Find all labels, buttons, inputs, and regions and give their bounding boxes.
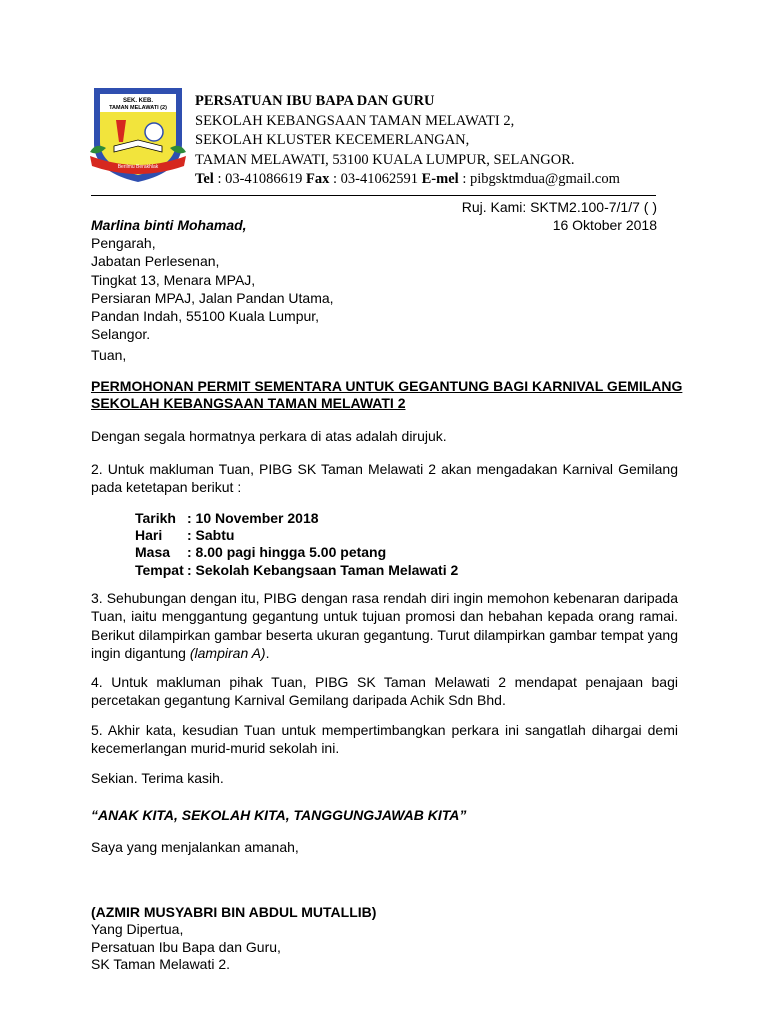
- paragraph-3-end: .: [265, 645, 270, 662]
- reference-number: Ruj. Kami: SKTM2.100-7/1/7 ( ): [461, 199, 657, 215]
- detail-label: Tarikh: [135, 510, 176, 526]
- detail-row-date: [135, 510, 458, 527]
- signature-block: [91, 904, 376, 974]
- signer-name: (AZMIR MUSYABRI BIN ABDUL MUTALLIB): [91, 904, 377, 920]
- detail-value: : Sabtu: [187, 527, 235, 544]
- crest-top-text: SEK. KEB.: [122, 98, 154, 104]
- letter-subject: [91, 378, 681, 412]
- tel-number: : 03-41086619: [213, 171, 307, 188]
- recipient-name: Marlina binti Mohamad,: [91, 217, 247, 233]
- school-crest-logo: [86, 82, 190, 186]
- detail-label: Masa: [135, 544, 171, 561]
- event-details: [135, 510, 458, 579]
- detail-value: : 10 November 2018: [187, 510, 319, 526]
- detail-label: Tempat: [135, 561, 184, 578]
- email-label: E-mel: [421, 171, 459, 188]
- letter-date: 16 Oktober 2018: [552, 217, 657, 233]
- paragraph-3-text: 3. Sehubungan dengan itu, PIBG dengan rasa rendah diri ingin memohon kebenaran daripada Tuan, iaitu menggantung gegantung untuk tujuan promosi dan hebahan kepada orang ramai. Berikut dilampirkan gambar beserta ukuran gegantung. Turut dilampirkan gambar tempat yang ingin digantung: [91, 590, 678, 662]
- recipient-line: Jabatan Perlesenan,: [91, 253, 220, 270]
- paragraph-5: 5. Akhir kata, kesudian Tuan untuk mempertimbangkan perkara ini sangatlah dihargai demi kecemerlangan murid-murid sekolah ini.: [91, 722, 678, 757]
- recipient-line: Tingkat 13, Menara MPAJ,: [91, 271, 256, 288]
- recipient-line: Persiaran MPAJ, Jalan Pandan Utama,: [91, 289, 334, 306]
- attachment-reference: (lampiran A): [189, 645, 266, 662]
- header-divider: [91, 195, 656, 196]
- detail-label: Hari: [135, 527, 163, 544]
- signer-line: Persatuan Ibu Bapa dan Guru,: [91, 938, 281, 955]
- school-address: TAMAN MELAWATI, 53100 KUALA LUMPUR, SELANGOR.: [195, 151, 575, 168]
- subject-line-1: PERMOHONAN PERMIT SEMENTARA UNTUK GEGANTUNG BAGI KARNIVAL GEMILANG: [91, 378, 683, 394]
- detail-value: : Sekolah Kebangsaan Taman Melawati 2: [187, 561, 459, 578]
- detail-row-day: [135, 527, 458, 544]
- paragraph-1: Dengan segala hormatnya perkara di atas adalah dirujuk.: [91, 428, 447, 444]
- organization-name: PERSATUAN IBU BAPA DAN GURU: [195, 93, 435, 109]
- recipient-line: Pengarah,: [91, 235, 156, 252]
- tel-label: Tel: [195, 171, 214, 188]
- crest-globe-icon: [145, 123, 163, 141]
- paragraph-3: [91, 589, 678, 663]
- school-name: SEKOLAH KEBANGSAAN TAMAN MELAWATI 2,: [195, 112, 515, 129]
- subject-line-2: SEKOLAH KEBANGSAAN TAMAN MELAWATI 2: [91, 395, 406, 411]
- detail-row-time: [135, 544, 458, 561]
- detail-row-venue: [135, 562, 458, 579]
- letterhead: [195, 92, 620, 190]
- recipient-block: [91, 216, 334, 343]
- school-cluster: SEKOLAH KLUSTER KECEMERLANGAN,: [195, 132, 470, 149]
- crest-motto-text: Berilmu Berakhlak: [117, 164, 159, 170]
- recipient-line: Pandan Indah, 55100 Kuala Lumpur,: [91, 308, 320, 325]
- signer-line: SK Taman Melawati 2.: [91, 956, 231, 973]
- email-address: : pibgsktmdua@gmail.com: [458, 171, 620, 188]
- detail-value: : 8.00 pagi hingga 5.00 petang: [187, 544, 387, 561]
- fax-label: Fax: [306, 171, 330, 188]
- paragraph-2: 2. Untuk makluman Tuan, PIBG SK Taman Melawati 2 akan mengadakan Karnival Gemilang pada ketetapan berikut :: [91, 461, 678, 496]
- fax-number: : 03-41062591: [329, 171, 422, 188]
- sign-off: Saya yang menjalankan amanah,: [91, 839, 299, 855]
- school-motto: “ANAK KITA, SEKOLAH KITA, TANGGUNGJAWAB KITA”: [91, 807, 467, 823]
- signer-line: Yang Dipertua,: [91, 921, 184, 938]
- contact-line: [195, 170, 620, 190]
- paragraph-4: 4. Untuk makluman pihak Tuan, PIBG SK Taman Melawati 2 mendapat penajaan bagi percetakan gegantung Karnival Gemilang daripada Achik Sdn Bhd.: [91, 674, 678, 709]
- crest-school-text: TAMAN MELAWATI (2): [109, 105, 167, 111]
- closing-line: Sekian. Terima kasih.: [91, 770, 224, 786]
- recipient-line: Selangor.: [91, 326, 151, 343]
- salutation: Tuan,: [91, 347, 127, 363]
